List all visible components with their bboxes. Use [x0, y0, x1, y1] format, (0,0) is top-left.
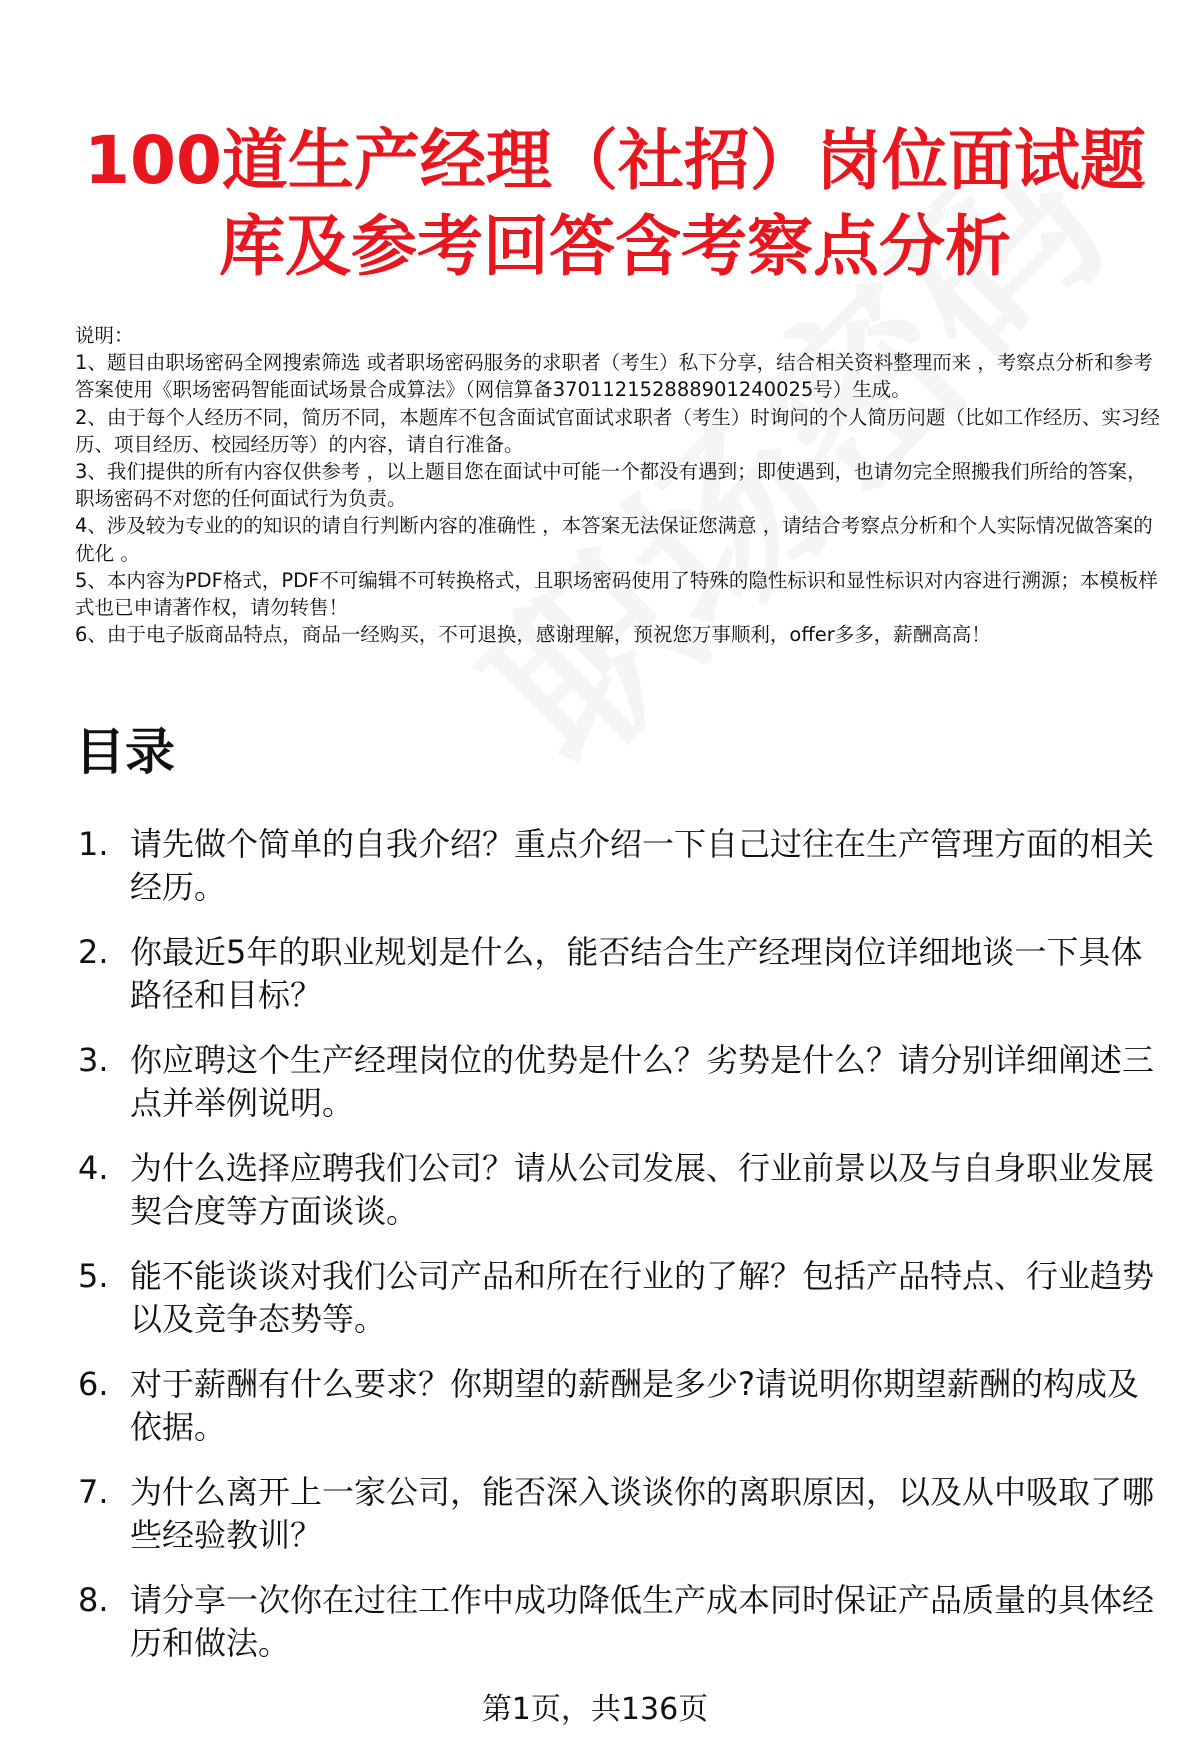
toc-item-text: 请分享一次你在过往工作中成功降低生产成本同时保证产品质量的具体经历和做法。 — [130, 1581, 1155, 1662]
toc-list — [78, 823, 1168, 1687]
toc-item-3[interactable] — [78, 1039, 1168, 1125]
toc-item-text: 你应聘这个生产经理岗位的优势是什么？劣势是什么？请分别详细阐述三点并举例说明。 — [130, 1041, 1155, 1122]
toc-item-number: 7. — [78, 1473, 109, 1511]
note-item: 6、由于电子版商品特点，商品一经购买，不可退换，感谢理解，预祝您万事顺利，offer多多，薪酬高高！ — [75, 623, 991, 647]
toc-item-4[interactable] — [78, 1147, 1168, 1233]
notes-section — [75, 322, 1165, 648]
toc-item-text: 对于薪酬有什么要求？你期望的薪酬是多少?请说明你期望薪酬的构成及依据。 — [130, 1365, 1139, 1446]
toc-item-5[interactable] — [78, 1255, 1168, 1341]
note-item: 5、本内容为PDF格式，PDF不可编辑不可转换格式，且职场密码使用了特殊的隐性标识和显性标识对内容进行溯源；本模板样式也已申请著作权，请勿转售！ — [75, 568, 1158, 620]
note-item: 4、涉及较为专业的的知识的请自行判断内容的准确性 ，本答案无法保证您满意 ，请结合考察点分析和个人实际情况做答案的优化 。 — [75, 514, 1153, 565]
toc-item-number: 5. — [78, 1257, 109, 1295]
toc-item-text: 你最近5年的职业规划是什么，能否结合生产经理岗位详细地谈一下具体路径和目标？ — [130, 933, 1143, 1014]
toc-item-number: 4. — [78, 1149, 109, 1187]
toc-heading: 目录 — [75, 723, 175, 781]
page-number: 第1页，共136页 — [481, 1692, 709, 1727]
toc-item-text: 为什么选择应聘我们公司？请从公司发展、行业前景以及与自身职业发展契合度等方面谈谈。 — [130, 1149, 1155, 1230]
title-line-2: 库及参考回答含考察点分析 — [219, 208, 1011, 285]
toc-item-text: 请先做个简单的自我介绍？重点介绍一下自己过往在生产管理方面的相关经历。 — [130, 825, 1155, 906]
note-item: 1、题目由职场密码全网搜索筛选 或者职场密码服务的求职者（考生）私下分享，结合相关资料整理而来 ，考察点分析和参考答案使用《职场密码智能面试场景合成算法》（网信算备370112152888901240025号）生成。 — [75, 351, 1153, 402]
document-title — [60, 118, 1170, 290]
toc-item-number: 3. — [78, 1041, 109, 1079]
toc-item-number: 2. — [78, 933, 109, 971]
toc-item-number: 8. — [78, 1581, 109, 1619]
toc-item-6[interactable] — [78, 1363, 1168, 1449]
note-item: 3、我们提供的所有内容仅供参考 ，以上题目您在面试中可能一个都没有遇到；即使遇到，也请勿完全照搬我们所给的答案，职场密码不对您的任何面试行为负责。 — [75, 460, 1147, 511]
toc-item-7[interactable] — [78, 1471, 1168, 1557]
toc-item-text: 能不能谈谈对我们公司产品和所在行业的了解？包括产品特点、行业趋势以及竞争态势等。 — [130, 1257, 1155, 1338]
toc-item-number: 6. — [78, 1365, 109, 1403]
toc-item-text: 为什么离开上一家公司，能否深入谈谈你的离职原因，以及从中吸取了哪些经验教训？ — [130, 1473, 1155, 1554]
note-item: 2、由于每个人经历不同，简历不同，本题库不包含面试官面试求职者（考生）时询问的个人简历问题（比如工作经历、实习经历、项目经历、校园经历等）的内容，请自行准备。 — [75, 405, 1160, 456]
toc-item-number: 1. — [78, 825, 109, 863]
title-line-1: 100道生产经理（社招）岗位面试题 — [84, 122, 1146, 199]
toc-item-1[interactable] — [78, 823, 1168, 909]
toc-item-2[interactable] — [78, 931, 1168, 1017]
toc-item-8[interactable] — [78, 1579, 1168, 1665]
notes-heading: 说明： — [75, 324, 134, 347]
